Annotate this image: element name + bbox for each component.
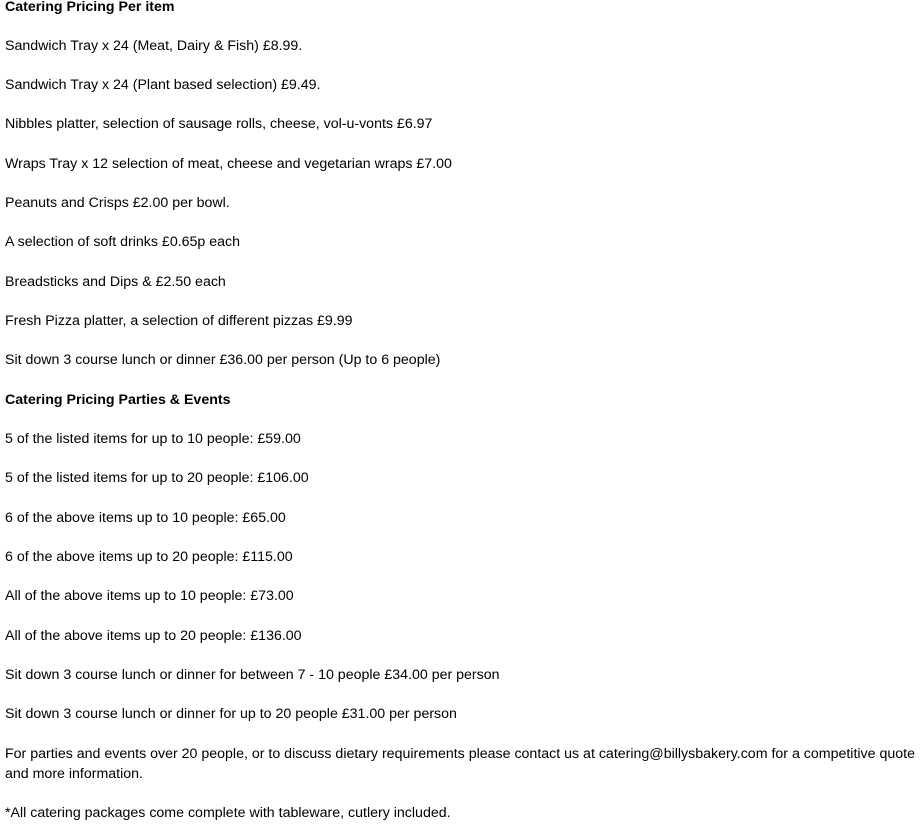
per-item-line: Wraps Tray x 12 selection of meat, cheese and vegetarian wraps £7.00: [5, 156, 452, 172]
heading-parties-events: Catering Pricing Parties & Events: [5, 392, 231, 408]
party-package-line: All of the above items up to 20 people: £136.00: [5, 628, 302, 644]
party-package-line: Sit down 3 course lunch or dinner for up to 20 people £31.00 per person: [5, 706, 457, 722]
party-package-line: 5 of the listed items for up to 20 people: £106.00: [5, 470, 309, 486]
per-item-line: Nibbles platter, selection of sausage rolls, cheese, vol-u-vonts £6.97: [5, 116, 433, 132]
per-item-line: Peanuts and Crisps £2.00 per bowl.: [5, 195, 230, 211]
footnote: *All catering packages come complete with tableware, cutlery included.: [5, 805, 451, 821]
party-package-line: All of the above items up to 10 people: £73.00: [5, 588, 294, 604]
per-item-line: Sit down 3 course lunch or dinner £36.00 per person (Up to 6 people): [5, 352, 441, 368]
per-item-line: Sandwich Tray x 24 (Plant based selection) £9.49.: [5, 77, 321, 93]
party-package-line: 5 of the listed items for up to 10 people: £59.00: [5, 431, 301, 447]
party-package-line: 6 of the above items up to 10 people: £65.00: [5, 510, 286, 526]
heading-per-item: Catering Pricing Per item: [5, 0, 175, 15]
per-item-line: Breadsticks and Dips & £2.50 each: [5, 274, 226, 290]
party-package-line: 6 of the above items up to 20 people: £115.00: [5, 549, 293, 565]
per-item-line: Fresh Pizza platter, a selection of different pizzas £9.99: [5, 313, 353, 329]
per-item-line: Sandwich Tray x 24 (Meat, Dairy & Fish) £8.99.: [5, 38, 303, 54]
contact-note: For parties and events over 20 people, or to discuss dietary requirements please contact us at catering@billysbakery.com for a competitive quote and more information.: [5, 746, 915, 782]
per-item-line: A selection of soft drinks £0.65p each: [5, 234, 241, 250]
party-package-line: Sit down 3 course lunch or dinner for between 7 - 10 people £34.00 per person: [5, 667, 500, 683]
